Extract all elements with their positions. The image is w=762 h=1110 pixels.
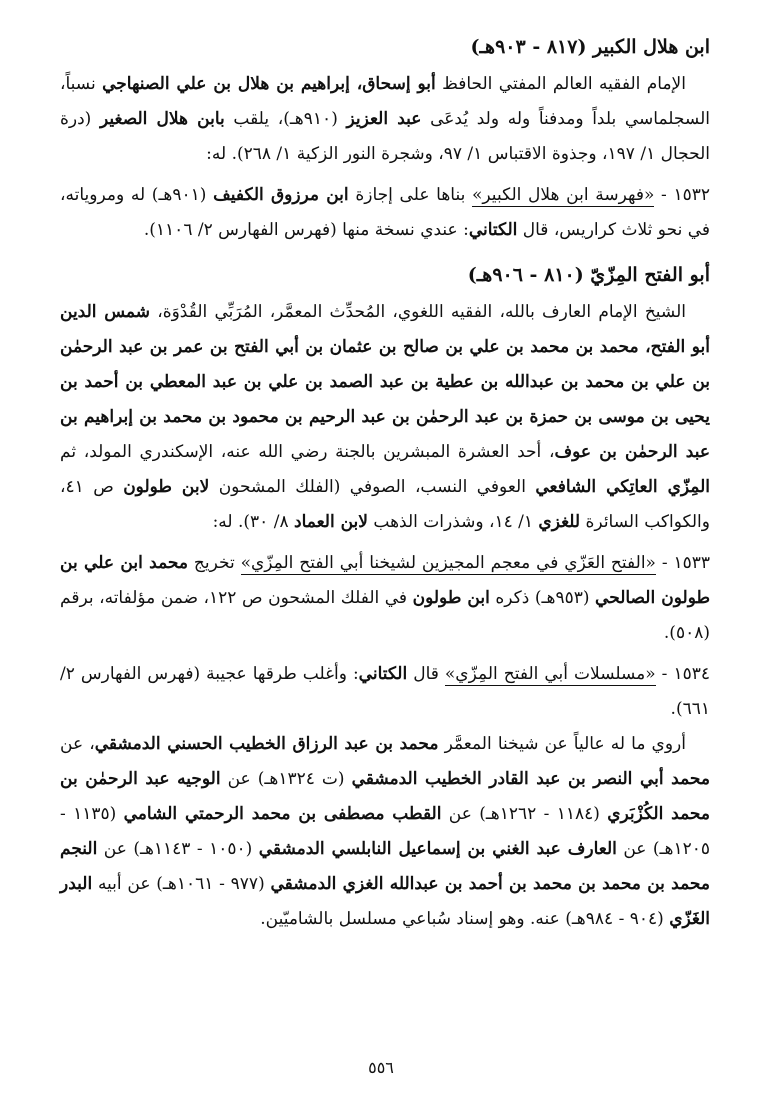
text-run: (١١٨٤ - ١٢٦٢هـ) عن [441, 804, 608, 824]
text-run: بناها على إجازة [348, 185, 473, 205]
text-run: ، أحد العشرة المبشرين بالجنة رضي الله عنه، الإسكندري المولد، ثم [60, 442, 555, 462]
bold-name-run: بابن هلال الصغير [99, 109, 225, 129]
bio-paragraph-abu-al-fath [60, 295, 710, 540]
bold-name-run: البدر الغَزّي [60, 874, 710, 929]
bold-name-run: الكتاني [358, 664, 408, 684]
bio-paragraph-ibn-hilal [60, 67, 710, 172]
bold-name-run: عبد العزيز [346, 109, 422, 129]
text-run: (٩٧٧ - ١٠٦١هـ) عن أبيه [92, 874, 271, 894]
bold-name-run: لابن طولون [123, 477, 210, 497]
text-run: ٨/ ٣٠). له: [212, 512, 294, 532]
text-run: (درة الحجال ١/ ١٩٧، وجذوة الاقتباس ١/ ٩٧، وشجرة النور الزكية ١/ ٢٦٨). له: [60, 109, 710, 164]
text-run: (١١٣٥ - ١٢٠٥هـ) عن [60, 804, 710, 859]
text-run: في الفلك المشحون ص ١٢٢، ضمن مؤلفاته، برقم (٥٠٨). [60, 588, 710, 643]
text-run: (٩٠١هـ) له ومروياته، في نحو ثلاث كراريس، قال [60, 185, 710, 240]
text-run: (٩٠٤ - ٩٨٤هـ) عنه. وهو إسناد سُباعي مسلسل بالشاميّين. [260, 909, 670, 929]
text-run: قال [407, 664, 445, 684]
bold-name-run: للغزي [538, 512, 581, 532]
entry-number: ١٥٣٣ - [655, 553, 710, 573]
text-run: تخريج [188, 553, 241, 573]
text-run: الشيخ الإمام العارف بالله، الفقيه اللغوي، المُحدِّث المعمَّر، المُرَبِّي القُدْوَة، [149, 302, 686, 322]
text-run: أروي ما له عالياً عن شيخنا المعمَّر [438, 734, 686, 754]
bold-name-run: محمد ابن علي بن طولون الصالحي [60, 553, 711, 608]
page-number: ٥٥٦ [368, 1058, 394, 1077]
entry-number: ١٥٣٢ - [654, 185, 711, 205]
bold-name-run: محمد أبي النصر بن عبد القادر الخطيب الدمشقي [351, 769, 710, 789]
document-page [60, 30, 710, 937]
bold-name-run: ابن طولون [412, 588, 490, 608]
bold-name-run: الوجيه عبد الرحمٰن بن محمد الكُزْبَري [60, 769, 710, 824]
bold-name-run: الكتاني [468, 220, 518, 240]
bold-name-run: النجم محمد بن محمد بن محمد بن أحمد بن عبدالله الغزي الدمشقي [60, 839, 710, 894]
entry-number: ١٥٣٤ - [655, 664, 710, 684]
bold-name-run: محمد بن عبد الرزاق الخطيب الحسني الدمشقي [94, 734, 439, 754]
text-run: : عندي نسخة منها (فهرس الفهارس ٢/ ١١٠٦). [143, 220, 469, 240]
entry-1534 [60, 657, 710, 727]
bold-name-run: ابن مرزوق الكفيف [213, 185, 349, 205]
text-run: ١/ ١٤، وشذرات الذهب [367, 512, 539, 532]
bold-name-run: المِزّي العاتِكي الشافعي [535, 477, 711, 497]
entry-title: «الفتح العَزّي في معجم المجيزين لشيخنا أبي الفتح المِزّي» [240, 553, 656, 573]
bold-name-run: شمس الدين أبو الفتح، محمد بن محمد بن علي بن صالح بن عثمان بن أبي الفتح بن عمر بن عبد الرحمٰن بن علي بن محمد بن عبدالله بن عطية بن عبد الصمد بن علي بن عبد المعطي بن أحمد بن يحيى بن موسى بن حمزة بن عبد الرحمٰن بن عبد الرحيم بن محمود بن محمد بن إبراهيم بن عبد الرحمٰن بن عوف [60, 302, 711, 462]
entry-1532 [60, 178, 710, 248]
text-run: ص ٤١، والكواكب السائرة [60, 477, 710, 532]
entry-1533 [60, 546, 710, 651]
text-run: (١٠٥٠ - ١١٤٣هـ) عن [97, 839, 259, 859]
entry-title: «مسلسلات أبي الفتح المِزّي» [444, 664, 656, 684]
text-run: نسباً، السجلماسي بلداً ومدفناً وله ولد يُدعَى [60, 74, 710, 129]
isnad-paragraph [60, 727, 710, 937]
section-heading-abu-al-fath: أبو الفتح المِزّيّ (٨١٠ - ٩٠٦هـ) [467, 264, 710, 286]
text-run: : وأغلب طرقها عجيبة (فهرس الفهارس ٢/ ٦٦١). [60, 664, 710, 719]
bold-name-run: أبو إسحاق، إبراهيم بن هلال بن علي الصنهاجي [102, 74, 436, 94]
text-run: العوفي النسب، الصوفي (الفلك المشحون [209, 477, 536, 497]
section-heading-ibn-hilal: ابن هلال الكبير (٨١٧ - ٩٠٣هـ) [470, 36, 710, 58]
text-run: ، عن [60, 734, 95, 754]
bold-name-run: لابن العماد [294, 512, 368, 532]
bold-name-run: العارف عبد الغني بن إسماعيل النابلسي الدمشقي [258, 839, 617, 859]
text-run: (٩٥٣هـ) ذكره [489, 588, 596, 608]
entry-title: «فهرسة ابن هلال الكبير» [472, 185, 655, 205]
text-run: الإمام الفقيه العالم المفتي الحافظ [435, 74, 686, 94]
text-run: (٩١٠هـ)، يلقب [224, 109, 347, 129]
text-run: (ت ١٣٢٤هـ) عن [220, 769, 352, 789]
bold-name-run: القطب مصطفى بن محمد الرحمتي الشامي [123, 804, 442, 824]
